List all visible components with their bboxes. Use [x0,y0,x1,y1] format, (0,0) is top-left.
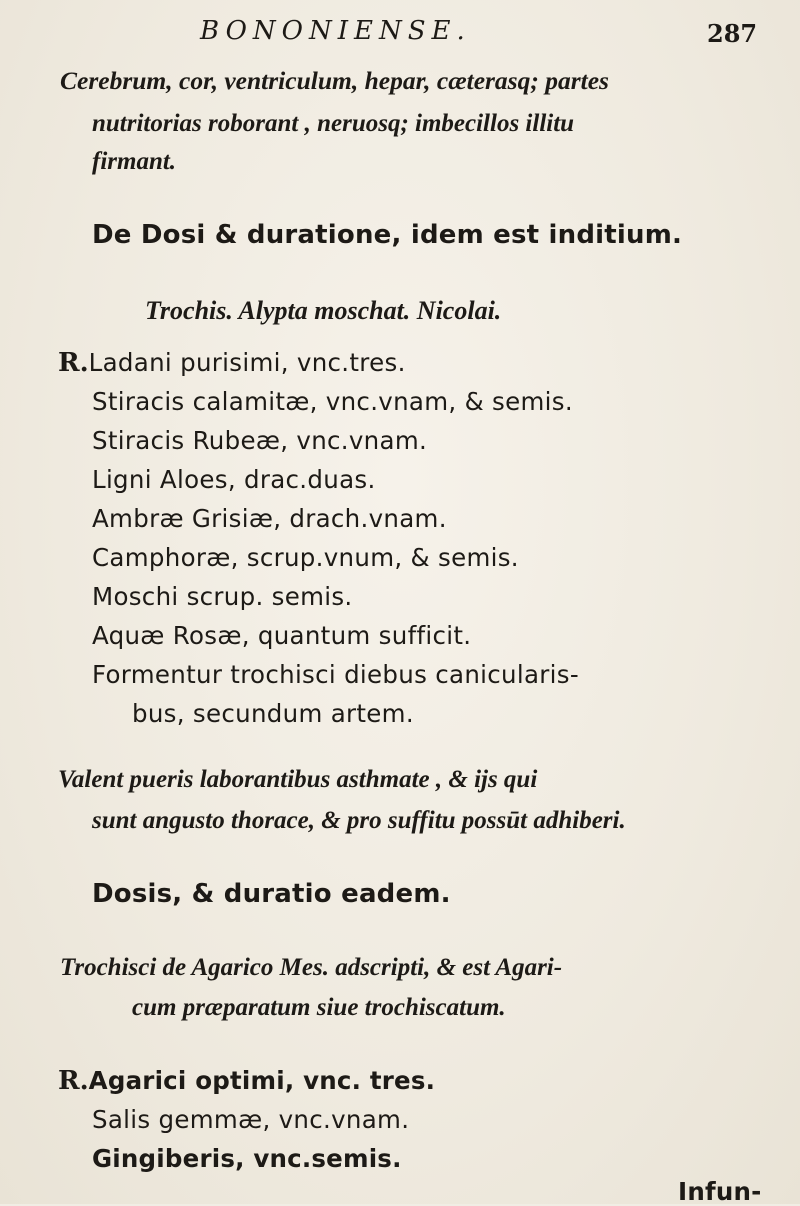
intro-line-3: firmant. [92,148,177,175]
dosis-note-2: Dosis, & duratio eadem. [92,879,451,909]
ingredient-line: Aquæ Rosæ, quantum sufficit. [92,621,472,650]
instruction-line: bus, secundum artem. [132,699,414,728]
recipe-1-title: Trochis. Alypta moschat. Nicolai. [145,296,502,325]
recipe-2-first-line [58,1068,435,1094]
ingredient-line: Ambræ Grisiæ, drach.vnam. [92,504,447,533]
valent-line-1: Valent pueris laborantibus asthmate , & ijs qui [58,766,538,793]
ingredient-line: Salis gemmæ, vnc.vnam. [92,1105,410,1134]
recipe-2-title-2: cum præparatum siue trochiscatum. [132,994,506,1021]
ingredient-1: Ladani purisimi, vnc.tres. [88,348,406,377]
valent-line-2: sunt angusto thorace, & pro suffitu possūt adhiberi. [92,807,626,834]
ingredient-line: Camphoræ, scrup.vnum, & semis. [92,543,519,572]
ingredient-line: Gingiberis, vnc.semis. [92,1144,402,1173]
recipe-1-first-line [58,350,406,376]
ingredient-1: Agarici optimi, vnc. tres. [88,1066,436,1095]
page-number: 287 [707,19,758,48]
ingredient-line: Stiracis Rubeæ, vnc.vnam. [92,426,428,455]
recipe-symbol: R. [58,348,89,378]
recipe-symbol: R. [58,1066,89,1096]
ingredient-line: Moschi scrup. semis. [92,582,353,611]
recipe-2-title-1: Trochisci de Agarico Mes. adscripti, & est Agari- [60,954,563,981]
ingredient-line: Ligni Aloes, drac.duas. [92,465,376,494]
dosis-note-1: De Dosi & duratione, idem est inditium. [92,220,683,250]
running-title: BONONIENSE. [200,16,471,46]
instruction-line: Formentur trochisci diebus canicularis- [92,660,579,689]
ingredient-line: Stiracis calamitæ, vnc.vnam, & semis. [92,387,573,416]
intro-line-1: Cerebrum, cor, ventriculum, hepar, cæterasq; partes [60,66,609,95]
intro-line-2: nutritorias roborant , neruosq; imbecillos illitu [92,110,575,137]
catchword: Infun- [678,1177,762,1206]
